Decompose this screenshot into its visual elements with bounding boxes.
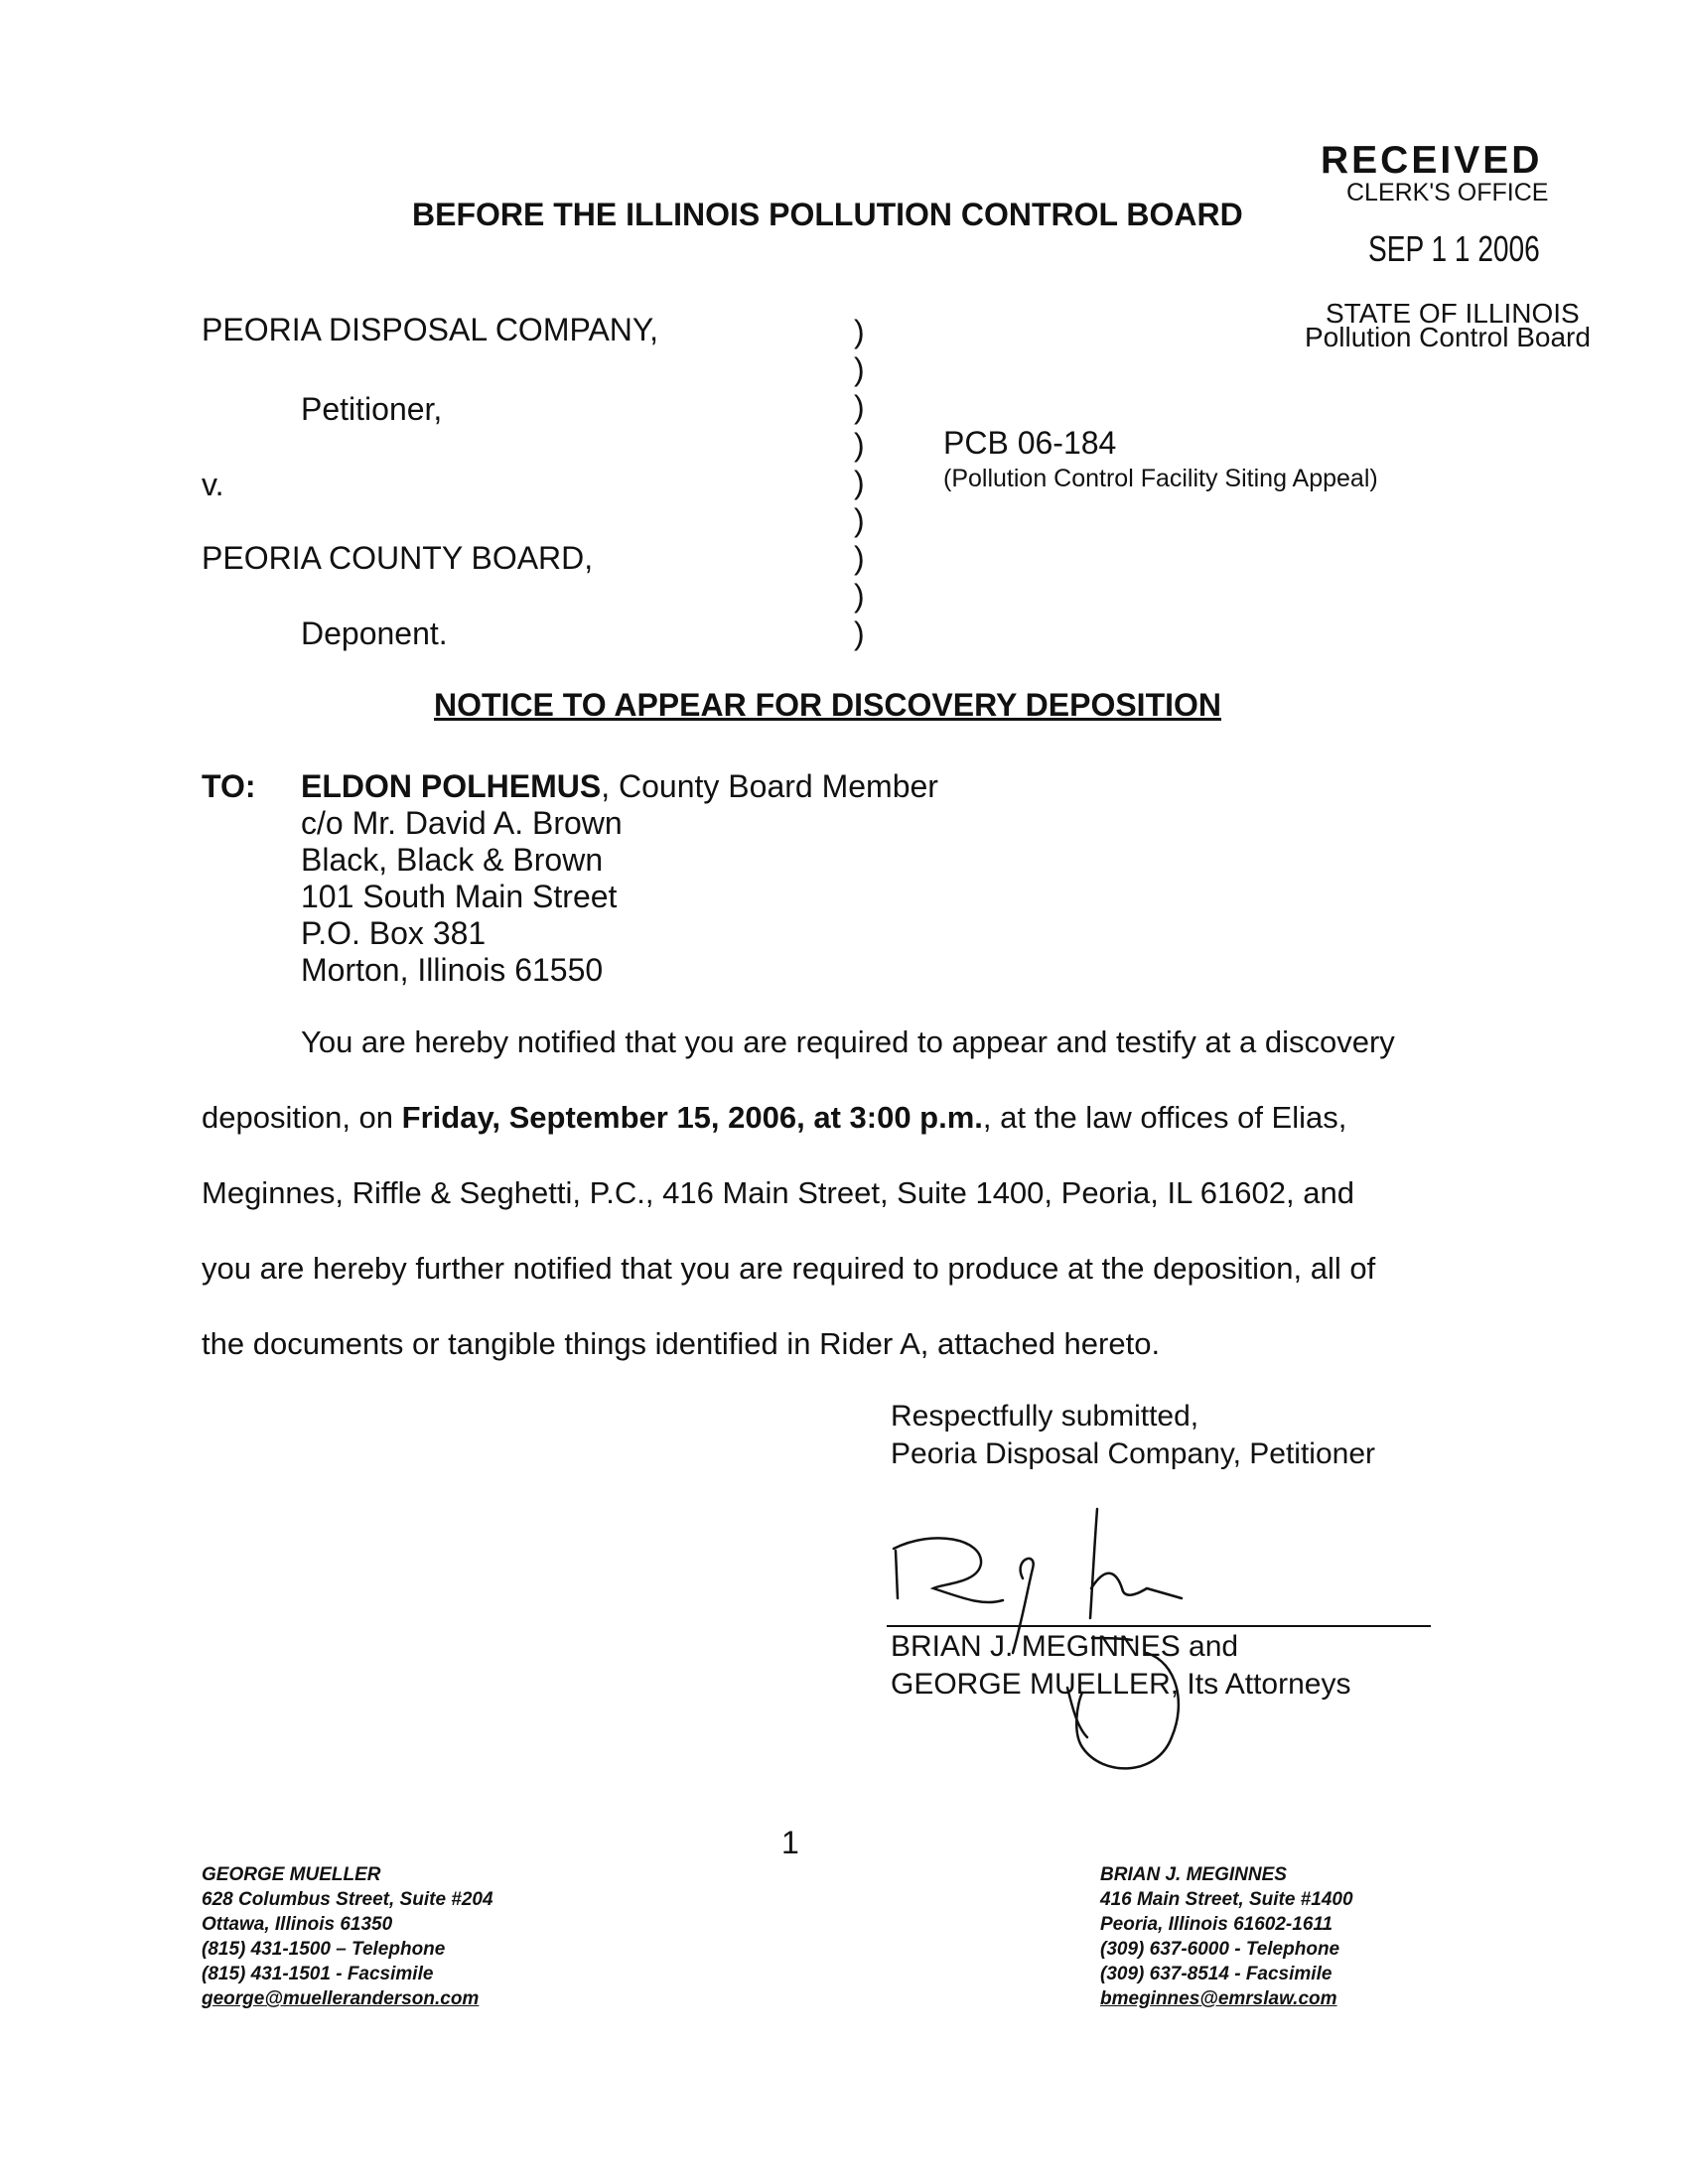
- petitioner-name: PEORIA DISPOSAL COMPANY,: [202, 312, 658, 347]
- address-line: Black, Black & Brown: [301, 842, 604, 878]
- stamp-clerk-office: CLERK'S OFFICE: [1346, 179, 1549, 206]
- footer-email-link[interactable]: bmeginnes@emrslaw.com: [1100, 1988, 1337, 2009]
- stamp-date: SEP 1 1 2006: [1368, 228, 1540, 269]
- notice-title: NOTICE TO APPEAR FOR DISCOVERY DEPOSITION: [434, 687, 1221, 723]
- page-number: 1: [781, 1825, 799, 1860]
- footer-street: 416 Main Street, Suite #1400: [1100, 1889, 1353, 1910]
- footer-fax: (815) 431-1501 - Facsimile: [202, 1964, 434, 1984]
- caption-paren: ): [854, 540, 865, 576]
- caption-paren: ): [854, 502, 865, 538]
- body-line: [202, 1100, 1346, 1136]
- closing-line: Respectfully submitted,: [891, 1400, 1199, 1433]
- addressee-name: ELDON POLHEMUS: [301, 768, 602, 804]
- stamp-state: STATE OF ILLINOIS: [1326, 298, 1580, 329]
- footer-name: BRIAN J. MEGINNES: [1100, 1864, 1287, 1885]
- caption-paren: ): [854, 351, 865, 387]
- body-line: Meginnes, Riffle & Seghetti, P.C., 416 Main Street, Suite 1400, Peoria, IL 61602, and: [202, 1175, 1354, 1210]
- body-text: , at the law offices of Elias,: [982, 1100, 1347, 1135]
- addressee-title: , County Board Member: [601, 768, 938, 804]
- body-line: you are hereby further notified that you are required to produce at the deposition, all of: [202, 1251, 1376, 1286]
- caption-paren: ): [854, 465, 865, 500]
- footer-right-contact: [1100, 1862, 1353, 2011]
- footer-city: Ottawa, Illinois 61350: [202, 1914, 393, 1935]
- deponent-role: Deponent.: [301, 615, 448, 651]
- address-line: 101 South Main Street: [301, 879, 618, 914]
- body-line: the documents or tangible things identified in Rider A, attached hereto.: [202, 1326, 1161, 1361]
- addressee-line: [301, 768, 938, 805]
- versus: v.: [202, 467, 224, 502]
- footer-fax: (309) 637-8514 - Facsimile: [1100, 1964, 1333, 1984]
- address-line: c/o Mr. David A. Brown: [301, 805, 623, 841]
- case-type: (Pollution Control Facility Siting Appeal): [943, 465, 1378, 492]
- footer-phone: (309) 637-6000 - Telephone: [1100, 1939, 1340, 1960]
- to-label: TO:: [202, 768, 256, 804]
- attorneys-line: BRIAN J. MEGINNES and: [891, 1630, 1239, 1663]
- petitioner-role: Petitioner,: [301, 391, 443, 427]
- stamp-board: Pollution Control Board: [1305, 322, 1591, 352]
- stamp-received: RECEIVED: [1321, 139, 1543, 182]
- caption-paren: ): [854, 615, 865, 651]
- address-line: Morton, Illinois 61550: [301, 952, 604, 988]
- attorneys-line: GEORGE MUELLER, Its Attorneys: [891, 1668, 1351, 1701]
- deposition-date: Friday, September 15, 2006, at 3:00 p.m.: [401, 1100, 983, 1135]
- caption-paren: ): [854, 578, 865, 614]
- caption-title: BEFORE THE ILLINOIS POLLUTION CONTROL BOARD: [412, 197, 1243, 232]
- footer-email-link[interactable]: george@muelleranderson.com: [202, 1988, 480, 2009]
- case-number: PCB 06-184: [943, 425, 1117, 461]
- signature-line: [887, 1625, 1431, 1627]
- footer-street: 628 Columbus Street, Suite #204: [202, 1889, 493, 1910]
- caption-paren: ): [854, 427, 865, 463]
- address-line: P.O. Box 381: [301, 915, 487, 951]
- footer-left-contact: [202, 1862, 493, 2011]
- body-line: You are hereby notified that you are required to appear and testify at a discovery: [301, 1024, 1395, 1059]
- closing-line: Peoria Disposal Company, Petitioner: [891, 1437, 1376, 1470]
- footer-city: Peoria, Illinois 61602-1611: [1100, 1914, 1333, 1935]
- deponent-name: PEORIA COUNTY BOARD,: [202, 540, 594, 576]
- footer-name: GEORGE MUELLER: [202, 1864, 381, 1885]
- caption-paren: ): [854, 314, 865, 349]
- caption-paren: ): [854, 389, 865, 425]
- body-text: deposition, on: [202, 1100, 402, 1135]
- footer-phone: (815) 431-1500 – Telephone: [202, 1939, 446, 1960]
